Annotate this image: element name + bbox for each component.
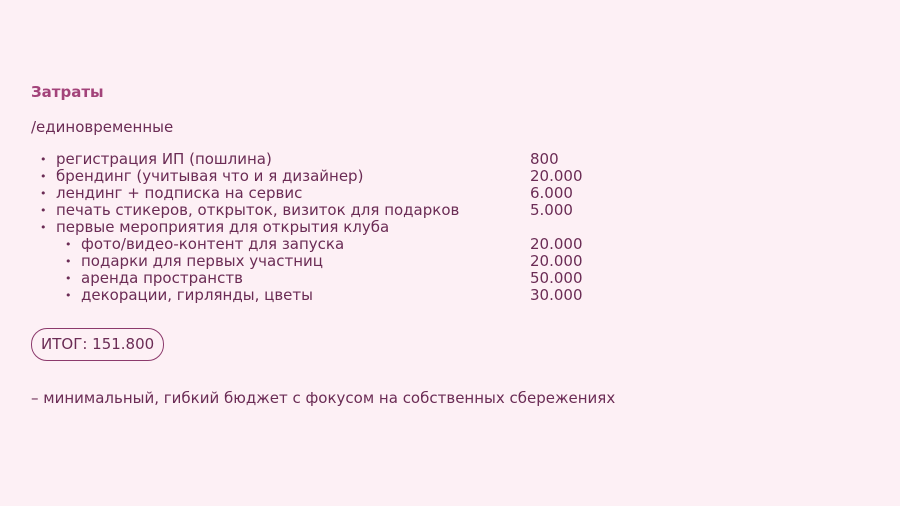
expense-label: подарки для первых участниц bbox=[81, 252, 323, 270]
expense-amount: 50.000 bbox=[530, 269, 583, 287]
expense-row bbox=[0, 185, 900, 202]
section-subtitle: /единовременные bbox=[31, 118, 174, 136]
expense-label: декорации, гирлянды, цветы bbox=[81, 286, 313, 304]
expense-subrow bbox=[0, 287, 900, 304]
expense-amount: 20.000 bbox=[530, 235, 583, 253]
bullet-icon: • bbox=[65, 255, 72, 268]
expense-label: печать стикеров, открыток, визиток для подарков bbox=[56, 201, 460, 219]
bullet-icon: • bbox=[40, 153, 47, 166]
expense-subrow bbox=[0, 253, 900, 270]
bullet-icon: • bbox=[40, 170, 47, 183]
expense-label: аренда пространств bbox=[81, 269, 243, 287]
expense-label: фото/видео-контент для запуска bbox=[81, 235, 345, 253]
expense-amount: 30.000 bbox=[530, 286, 583, 304]
expense-subrow bbox=[0, 236, 900, 253]
expense-amount: 5.000 bbox=[530, 201, 573, 219]
expense-amount: 6.000 bbox=[530, 184, 573, 202]
expense-amount: 20.000 bbox=[530, 252, 583, 270]
expense-subrow bbox=[0, 270, 900, 287]
expense-amount: 800 bbox=[530, 150, 559, 168]
bullet-icon: • bbox=[40, 204, 47, 217]
bullet-icon: • bbox=[65, 272, 72, 285]
expense-label: брендинг (учитывая что и я дизайнер) bbox=[56, 167, 364, 185]
expense-row bbox=[0, 202, 900, 219]
expense-label: регистрация ИП (пошлина) bbox=[56, 150, 272, 168]
section-title: Затраты bbox=[31, 83, 104, 101]
expense-row bbox=[0, 219, 900, 236]
bullet-icon: • bbox=[65, 238, 72, 251]
expense-list bbox=[0, 151, 900, 304]
bullet-icon: • bbox=[65, 289, 72, 302]
expense-amount: 20.000 bbox=[530, 167, 583, 185]
expense-row bbox=[0, 168, 900, 185]
total-badge: ИТОГ: 151.800 bbox=[31, 328, 164, 361]
budget-note: – минимальный, гибкий бюджет с фокусом на собственных сбережениях bbox=[31, 389, 616, 407]
bullet-icon: • bbox=[40, 187, 47, 200]
bullet-icon: • bbox=[40, 221, 47, 234]
expense-label: первые мероприятия для открытия клуба bbox=[56, 218, 390, 236]
expense-row bbox=[0, 151, 900, 168]
expense-label: лендинг + подписка на сервис bbox=[56, 184, 303, 202]
